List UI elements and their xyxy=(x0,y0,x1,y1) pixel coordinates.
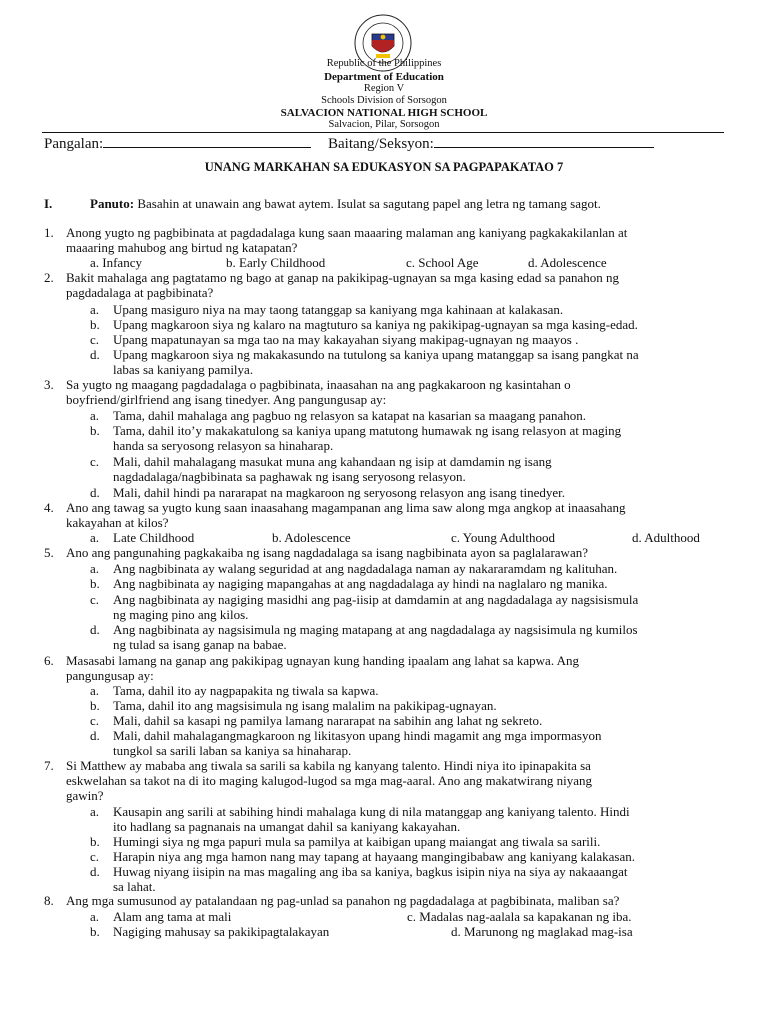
q4-option-c[interactable]: c. Young Adulthood xyxy=(451,530,556,545)
q5-number: 5. xyxy=(44,545,54,560)
q8-option-c[interactable]: c. Madalas nag-aalala sa kapakanan ng iba. xyxy=(407,909,632,924)
q7-text-line3: gawin? xyxy=(66,788,104,803)
q6-option-c[interactable]: Mali, dahil sa kasapi ng pamilya lamang nararapat na sabihin ang lahat ng sekreto. xyxy=(113,713,543,728)
q6-option-c-letter: c. xyxy=(90,713,100,728)
q6-option-b-letter: b. xyxy=(90,698,100,713)
grade-section-field[interactable] xyxy=(328,135,654,153)
q8-option-a-letter: a. xyxy=(90,909,100,924)
division-line: Schools Division of Sorsogon xyxy=(321,95,447,106)
q5-option-d-letter: d. xyxy=(90,622,100,637)
q5-option-c-line1[interactable]: Ang nagbibinata ay nagiging masidhi ang pag-iisip at damdamin at ang nagdadalaga ay nagsisismula xyxy=(113,592,639,607)
q3-text-line1: Sa yugto ng maagang pagdadalaga o pagbibinata, inaasahan na ang pagkakaroon ng kasintahan o xyxy=(66,377,571,392)
q4-text-line1: Ano ang tawag sa yugto kung saan inaasahang magampanan ang lima saw along mga angkop at inaasahang xyxy=(66,500,626,515)
q2-option-c-letter: c. xyxy=(90,332,100,347)
q3-option-b-line1[interactable]: Tama, dahil ito’y makakatulong sa kaniya upang matutong humawak ng isang relasyon at maging xyxy=(113,423,622,438)
q4-option-b[interactable]: b. Adolescence xyxy=(272,530,351,545)
q3-option-b-line2[interactable]: handa sa seryosong relasyon sa hinaharap. xyxy=(113,438,334,453)
q2-option-d-line1[interactable]: Upang magkaroon siya ng makakasundo na tutulong sa kaniya upang matanggap sa isang pangkat na xyxy=(113,347,639,362)
q6-option-d-line2[interactable]: tungkol sa sarili laban sa kaniya sa hinaharap. xyxy=(113,743,352,758)
q7-option-c-letter: c. xyxy=(90,849,100,864)
q3-number: 3. xyxy=(44,377,54,392)
name-blank[interactable] xyxy=(103,135,311,148)
q3-option-c-letter: c. xyxy=(90,454,100,469)
q4-text-line2: kakayahan at kilos? xyxy=(66,515,169,530)
q8-option-b-letter: b. xyxy=(90,924,100,939)
q2-option-d-line2[interactable]: labas sa kaniyang pamilya. xyxy=(113,362,254,377)
q7-option-c[interactable]: Harapin niya ang mga hamon nang may tapang at hayaang mangingibabaw ang kaniyang kalakasan. xyxy=(113,849,635,864)
q1-text-line1: Anong yugto ng pagbibinata at pagdadalaga kung saan maaaring malaman ang kaniyang pagkakakilanlan at xyxy=(66,225,628,240)
republic-line: Republic of the Philippines xyxy=(326,58,442,69)
instructions xyxy=(90,196,601,212)
grade-blank[interactable] xyxy=(434,135,654,148)
q2-option-a[interactable]: Upang masiguro niya na may taong tatanggap sa kaniyang mga kahinaan at kalakasan. xyxy=(113,302,564,317)
q4-number: 4. xyxy=(44,500,54,515)
q2-option-b[interactable]: Upang magkaroon siya ng kalaro na magtuturo sa kaniya ng pakikipag-ugnayan sa mga kasing-edad. xyxy=(113,317,638,332)
q6-option-b[interactable]: Tama, dahil ito ang magsisimula ng isang malalim na pakikipag-ugnayan. xyxy=(113,698,497,713)
q8-number: 8. xyxy=(44,893,54,908)
q7-number: 7. xyxy=(44,758,54,773)
q2-option-d-letter: d. xyxy=(90,347,100,362)
q6-option-a[interactable]: Tama, dahil ito ay nagpapakita ng tiwala sa kapwa. xyxy=(113,683,379,698)
q3-option-a[interactable]: Tama, dahil mahalaga ang pagbuo ng relasyon sa katapat na kasarian sa maagang panahon. xyxy=(113,408,587,423)
name-label: Pangalan: xyxy=(44,136,104,152)
q7-option-d-line1[interactable]: Huwag niyang iisipin na mas magaling ang iba sa kaniya, bagkus isipin niya na siya ay nakaaangat xyxy=(113,864,628,879)
q3-option-d-letter: d. xyxy=(90,485,100,500)
q7-text-line2: eskwelahan sa takot na di ito maging kalugod-lugod sa mga mag-aaral. Ano ang makatwirang niyang xyxy=(66,773,592,788)
q5-option-d-line1[interactable]: Ang nagbibinata ay nagsisimula ng maging matapang at ang nagdadalaga ay nagsisimula ng kumilos xyxy=(113,622,638,637)
q8-option-b[interactable]: Nagiging mahusay sa pakikipagtalakayan xyxy=(113,924,330,939)
q8-option-a[interactable]: Alam ang tama at mali xyxy=(113,909,232,924)
q8-option-d[interactable]: d. Marunong ng maglakad mag-isa xyxy=(451,924,633,939)
grade-label: Baitang/Seksyon: xyxy=(328,136,434,152)
q1-option-a[interactable]: a. Infancy xyxy=(90,255,142,270)
q5-option-c-letter: c. xyxy=(90,592,100,607)
q7-option-b[interactable]: Humingi siya ng mga papuri mula sa pamilya at kaibigan upang maiangat ang tiwala sa sarili. xyxy=(113,834,601,849)
q4-option-a[interactable]: Late Childhood xyxy=(113,530,195,545)
panuto-text: Basahin at unawain ang bawat aytem. Isulat sa sagutang papel ang letra ng tamang sagot. xyxy=(134,196,601,211)
exam-title: UNANG MARKAHAN SA EDUKASYON SA PAGPAPAKATAO 7 xyxy=(204,160,564,174)
q1-number: 1. xyxy=(44,225,54,240)
q7-option-a-line2[interactable]: ito hadlang sa pagnanais na umangat dahil sa kaniyang kakayahan. xyxy=(113,819,461,834)
q6-text-line1: Masasabi lamang na ganap ang pakikipag ugnayan kung handing ipaalam ang lahat sa kapwa. Ang xyxy=(66,653,579,668)
q5-option-a[interactable]: Ang nagbibinata ay walang seguridad at ang nagdadalaga naman ay nakararamdam ng kalituhan. xyxy=(113,561,618,576)
q2-text-line2: pagdadalaga at pagbibinata? xyxy=(66,285,214,300)
q3-option-c-line1[interactable]: Mali, dahil mahalagang masukat muna ang kahandaan ng isip at damdamin ng isang xyxy=(113,454,552,469)
q7-option-a-letter: a. xyxy=(90,804,100,819)
section-number: I. xyxy=(44,196,53,211)
q4-option-d[interactable]: d. Adulthood xyxy=(632,530,700,545)
q5-option-c-line2[interactable]: ng maging pino ang kilos. xyxy=(113,607,249,622)
q7-option-a-line1[interactable]: Kausapin ang sarili at sabihing hindi mahalaga kung di nila matanggap ang kaniyang talento. Hindi xyxy=(113,804,630,819)
q2-option-b-letter: b. xyxy=(90,317,100,332)
q7-option-d-letter: d. xyxy=(90,864,100,879)
header-rule xyxy=(42,132,724,133)
q4-option-a-letter: a. xyxy=(90,530,100,545)
q5-option-b-letter: b. xyxy=(90,576,100,591)
panuto-label: Panuto: xyxy=(90,196,135,211)
q5-option-a-letter: a. xyxy=(90,561,100,576)
region-line: Region V xyxy=(363,83,405,94)
q1-text-line2: maaaring mahubog ang birtud ng katapatan? xyxy=(66,240,298,255)
name-field[interactable] xyxy=(44,135,311,153)
q6-text-line2: pangungusap ay: xyxy=(66,668,154,683)
q7-option-b-letter: b. xyxy=(90,834,100,849)
q1-option-d[interactable]: d. Adolescence xyxy=(528,255,607,270)
q5-option-d-line2[interactable]: ng tulad sa isang ganap na babae. xyxy=(113,637,287,652)
department-line: Department of Education xyxy=(324,71,444,83)
q2-text-line1: Bakit mahalaga ang pagtatamo ng bago at ganap na pakikipag-ugnayan sa mga kasing edad sa panahon ng xyxy=(66,270,620,285)
q1-option-c[interactable]: c. School Age xyxy=(406,255,479,270)
q6-number: 6. xyxy=(44,653,54,668)
q1-option-b[interactable]: b. Early Childhood xyxy=(226,255,326,270)
q6-option-a-letter: a. xyxy=(90,683,100,698)
q2-option-c[interactable]: Upang mapatunayan sa mga tao na may kakayahan siyang makipag-ugnayan ng maayos . xyxy=(113,332,579,347)
q5-text-line1: Ano ang pangunahing pagkakaiba ng isang nagdadalaga sa isang nagbibinata ayon sa paglalarawan? xyxy=(66,545,588,560)
q7-option-d-line2[interactable]: sa lahat. xyxy=(113,879,156,894)
q3-option-b-letter: b. xyxy=(90,423,100,438)
q3-option-c-line2[interactable]: nagdadalaga/nagbibinata sa paghawak ng isang seryosong relasyon. xyxy=(113,469,466,484)
school-name: SALVACION NATIONAL HIGH SCHOOL xyxy=(280,107,488,119)
q3-text-line2: boyfriend/girlfriend ang isang tinedyer. Ang pangungusap ay: xyxy=(66,392,387,407)
q7-text-line1: Si Matthew ay mababa ang tiwala sa sarili sa kabila ng kanyang talento. Hindi niya ito ipinapakita sa xyxy=(66,758,591,773)
q3-option-a-letter: a. xyxy=(90,408,100,423)
q6-option-d-line1[interactable]: Mali, dahil mahalagangmagkaroon ng likitasyon upang hindi magamit ang mga impormasyon xyxy=(113,728,602,743)
q2-number: 2. xyxy=(44,270,54,285)
q2-option-a-letter: a. xyxy=(90,302,100,317)
school-address: Salvacion, Pilar, Sorsogon xyxy=(328,119,440,130)
q3-option-d[interactable]: Mali, dahil hindi pa nararapat na magkaroon ng seryosong relasyon ang isang tinedyer. xyxy=(113,485,565,500)
q8-text-line1: Ang mga sumusunod ay patalandaan ng pag-unlad sa panahon ng pagdadalaga at pagbibinata, maliban sa? xyxy=(66,893,620,908)
q5-option-b[interactable]: Ang nagbibinata ay nagiging mapangahas at ang nagdadalaga ay hindi na naglalaro ng manika. xyxy=(113,576,608,591)
q6-option-d-letter: d. xyxy=(90,728,100,743)
